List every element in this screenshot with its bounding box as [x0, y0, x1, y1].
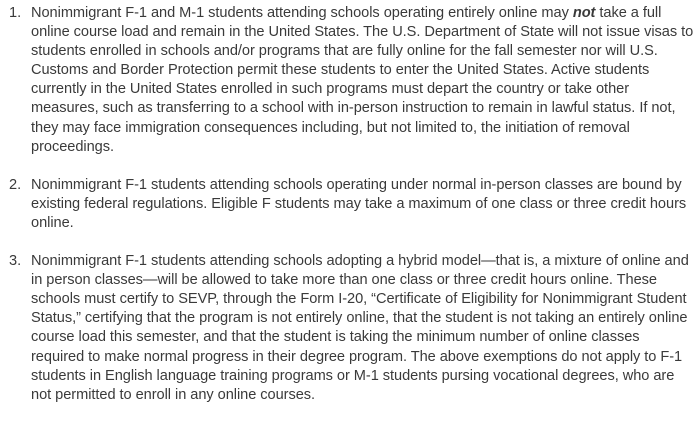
list-item-number: 1. — [9, 5, 22, 21]
list-item — [0, 176, 700, 233]
numbered-list — [0, 4, 700, 405]
list-item-number: 2. — [9, 176, 22, 193]
emphasis-text: not — [572, 5, 596, 21]
list-item — [0, 252, 700, 405]
list-item-text: Nonimmigrant F-1 students attending schools operating under normal in-person classes are bound by existing federal regulations. Eligible F students may take a maximum of one class or three credit hours online. — [31, 176, 687, 231]
list-item-number: 3. — [9, 253, 22, 270]
list-item-text: take a full online course load and remain in the United States. The U.S. Department of State will not issue visas to students enrolled in schools and/or programs that are fully online for the fall semester nor will U.S. Customs and Border Protection permit these students to enter the United States. Active students currently in the United States enrolled in such programs must depart the country or take other measures, such as transferring to a school with in-person instruction to remain in lawful status. If not, they may face immigration consequences including, but not limited to, the initiation of removal proceedings. — [31, 5, 694, 155]
list-item — [0, 4, 700, 157]
list-item-text: Nonimmigrant F-1 students attending schools adopting a hybrid model—that is, a mixture of online and in person classes—will be allowed to take more than one class or three credit hours online. These schools must certify to SEVP, through the Form I-20, “Certificate of Eligibility for Nonimmigrant Student Status,” certifying that the program is not entirely online, that the student is not taking an entirely online course load this semester, and that the student is taking the minimum number of online classes required to make normal progress in their degree program. The above exemptions do not apply to F-1 students in English language training programs or M-1 students pursing vocational degrees, who are not permitted to enroll in any online courses. — [31, 253, 689, 403]
list-item-text: Nonimmigrant F-1 and M-1 students attending schools operating entirely online may — [31, 5, 573, 21]
